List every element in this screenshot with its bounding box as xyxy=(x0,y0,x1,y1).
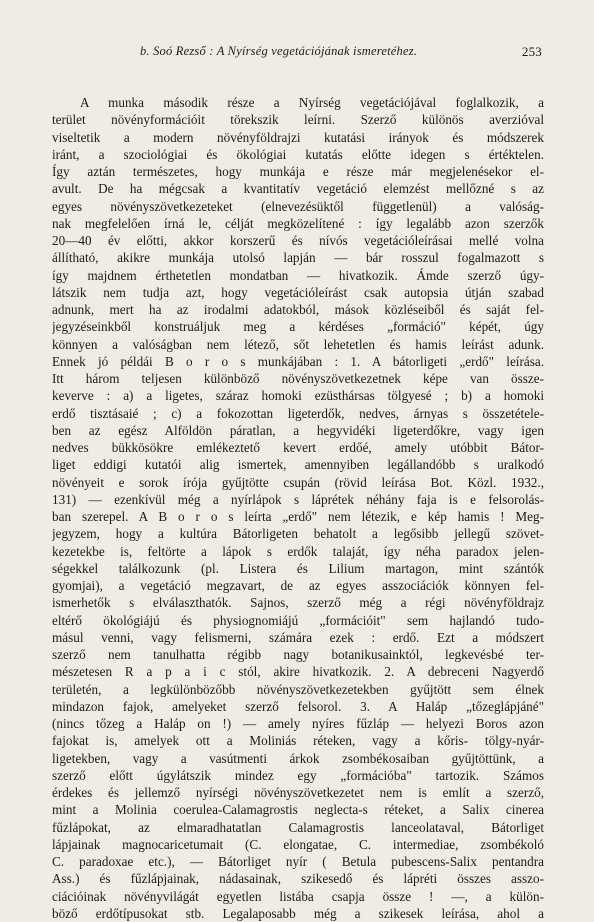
text-line: adnunk, mert ha az irodalmi adatokból, mások közléseiből és saját fel- xyxy=(52,302,544,317)
text-line: fajokat is, amelyek ott a Moliniás réteken, vagy a kőris- tölgy-nyár- xyxy=(52,733,544,749)
running-title: b. Soó Rezső : A Nyírség vegetációjának ismeretéhez. xyxy=(140,44,418,58)
text-line: nak megfelelően írná le, célját megközelítené : így legalább azon szerzők xyxy=(52,215,544,231)
text-line: érdekes és jellemző nyírségi növényszövetkezetet nem is említ a szerző, xyxy=(52,785,544,800)
text-line: terület növényformációit törekszik leírni. Szerző különös averzióval xyxy=(52,112,544,128)
text-line: mindazon fajok, amelyeket szerző felsorol. 3. A Haláp „tőzeglápjáné" xyxy=(52,698,544,714)
text-line: szerző előtt úgylátszik mindez egy „formációba" tartozik. Számos xyxy=(52,767,544,783)
text-line: eltérő ökológiájú és physiognomiájú „formációit" sem hajlandó tudo- xyxy=(52,612,544,628)
text-line: liget eddigi kutatói alig ismertek, amennyiben legállandóbb s uralkodó xyxy=(52,457,544,473)
text-line: ligetekben, vagy a vasútmenti árkok zsombékosaiban gyűjtöttünk, a xyxy=(52,750,544,766)
text-line: területén, a legkülönbözőbb növényszövetkezetekben gyűjtött sem élnek xyxy=(52,681,544,697)
text-line: 131) — ezenkívül még a nyírlápok s láprétek néhány faja is e felsorolás- xyxy=(52,491,544,507)
text-line: Ennek jó példái B o r o s munkájában : 1. A bátorligeti „erdő" leírása. xyxy=(52,353,544,369)
text-line: lápjainak magnocaricetumait (C. elongatae, C. intermediae, zsombékoló xyxy=(52,836,544,852)
text-line: könnyen a valóságban nem létező, sőt lehetetlen és hamis leírást adunk. xyxy=(52,336,544,352)
text-line: szerző nem tanulhatta régibb nagy botanikusainktól, legkevésbé ter- xyxy=(52,647,544,662)
text-line: növényeit e sorok írója gyűjtötte csupán (rövid leírása Bot. Közl. 1932., xyxy=(52,474,544,490)
text-line: így majdnem érthetetlen mondatban — hivatkozik. Ámde szerző úgy- xyxy=(52,267,544,283)
text-line: fűzlápokat, az elmaradhatatlan Calamagrostis lanceolataval, Bátorliget xyxy=(52,819,544,835)
text-line: ségekkel találkozunk (pl. Listera és Lilium martagon, mint szántók xyxy=(52,560,544,576)
text-line: kezetekbe is, feltörte a lápok s erdők talaját, így néha paradox jelen- xyxy=(52,543,544,559)
text-line: látszik nem tudja azt, hogy vegetációleírást csak autopsia útján szabad xyxy=(52,284,544,300)
text-line: mint a Molinia coerulea-Calamagrostis neglecta-s réteket, a Salix cinerea xyxy=(52,802,544,818)
text-line: jegyzéseinkből konstruáljuk meg a kérdéses „formáció" képét, úgy xyxy=(52,319,544,335)
text-line: egyes növényszövetkezeteket (elnevezésüktől függetlenül) a valóság- xyxy=(52,198,544,214)
text-line: ban szerepel. A B o r o s leírta „erdő" nem létezik, e kép hamis ! Meg- xyxy=(52,509,544,524)
text-line: Így aztán természetes, hogy munkája e része már megjelenésekor el- xyxy=(52,164,544,179)
text-line: ciációinak növényvilágát egyetlen listába csapja össze ! —, a külön- xyxy=(52,888,544,904)
text-line: böző erdőtípusokat stb. Legalaposabb még a szikesek leírása, ahol a xyxy=(52,905,544,921)
text-line: (nincs tőzeg a Haláp on !) — amely nyíres fűzláp — helyezi Boros azon xyxy=(52,716,544,731)
text-line: iránt, a szociológiai és ökológiai kutatás előtte idegen s értéktelen. xyxy=(52,146,544,162)
text-line: avult. De ha mégcsak a kvantitatív vegetáció elemzést mellőzné s az xyxy=(52,181,544,197)
text-line: erdő tisztásaié ; c) a fokozottan ligeterdők, nedves, árnyas s összetétele- xyxy=(52,405,544,421)
running-header xyxy=(140,44,542,64)
text-line: gyomjai), a vegetáció megzavart, de az egyes asszociációk könnyen fel- xyxy=(52,578,544,593)
text-line: Itt három teljesen különböző növényszövetkezetnek képe van össze- xyxy=(52,371,544,386)
text-line: másul venni, vagy felismerni, számára ezek : erdő. Ezt a módszert xyxy=(52,629,544,645)
text-line: Ass.) és fűzlápjainak, nádasainak, szikesedő és lápréti összes asszo- xyxy=(52,871,544,887)
text-line: ben az egész Alföldön páratlan, a hegyvidéki ligeterdőkre, vagy igen xyxy=(52,422,544,438)
text-line: jegyzem, hogy a kultúra Bátorligeten behatolt a legősibb jellegű szövet- xyxy=(52,526,544,542)
text-line: állítható, akikre munkája utolsó lapján — bár rosszul fogalmazott s xyxy=(52,250,544,266)
body-text xyxy=(52,94,544,922)
text-line: C. paradoxae etc.), — Bátorliget nyír ( Betula pubescens-Salix pentandra xyxy=(52,854,544,869)
text-line: nedves bükkösökre emlékeztető kevert erdőé, amely utóbbit Bátor- xyxy=(52,440,544,455)
text-line: 20—40 év előtti, akkor korszerű és nívós vegetációleírásai mellé volna xyxy=(52,233,544,248)
text-line: viseltetik a modern növényföldrajzi kutatási irányok és módszerek xyxy=(52,129,544,145)
page-number: 253 xyxy=(521,44,542,59)
text-line: keverve : a) a ligetes, száraz homoki ezüsthársas tölgyesé ; b) a homoki xyxy=(52,388,544,404)
text-line: mészetesen R a p a i c stól, akire hivatkozik. 2. A debreceni Nagyerdő xyxy=(52,664,544,680)
text-line: ismerhetők s elválaszthatók. Sajnos, szerző még a régi növényföldrajz xyxy=(52,595,544,611)
text-line: A munka második része a Nyírség vegetációjával foglalkozik, a xyxy=(80,95,544,110)
